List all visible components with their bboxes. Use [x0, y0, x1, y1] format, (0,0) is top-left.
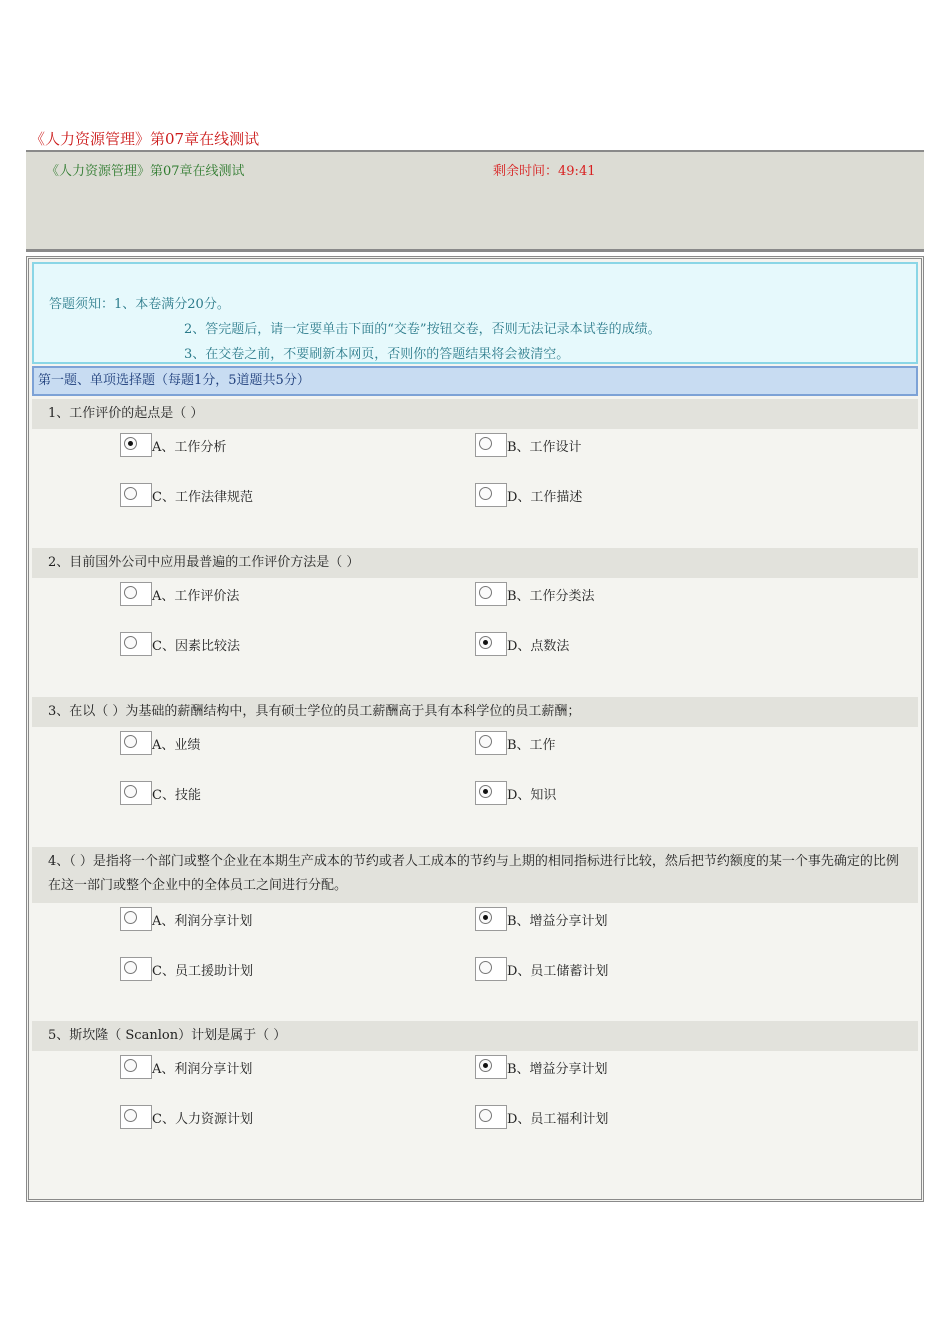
option-label: C、人力资源计划	[152, 1112, 253, 1127]
options-group	[32, 903, 918, 1013]
header-subtitle: 《人力资源管理》第07章在线测试	[46, 164, 245, 179]
radio-circle-icon	[479, 586, 492, 599]
radio-circle-icon	[124, 636, 137, 649]
radio-button[interactable]	[120, 1055, 152, 1079]
option-label: D、工作描述	[507, 490, 583, 505]
radio-button[interactable]	[120, 433, 152, 457]
question-1	[32, 399, 918, 539]
radio-circle-icon	[124, 1109, 137, 1122]
option-label: C、技能	[152, 788, 201, 803]
radio-button[interactable]	[475, 433, 507, 457]
option-c[interactable]	[120, 953, 253, 981]
radio-circle-icon	[479, 487, 492, 500]
question-4	[32, 847, 918, 1013]
option-label: D、点数法	[507, 639, 570, 654]
option-label: D、员工储蓄计划	[507, 964, 609, 979]
question-stem: 3、在以（ ）为基础的薪酬结构中，具有硕士学位的员工薪酬高于具有本科学位的员工薪酬；	[32, 697, 918, 727]
radio-button[interactable]	[120, 483, 152, 507]
radio-circle-icon	[124, 487, 137, 500]
option-a[interactable]	[120, 1051, 252, 1079]
question-stem: 4、（ ）是指将一个部门或整个企业在本期生产成本的节约或者人工成本的节约与上期的相同指标进行比较，然后把节约额度的某一个事先确定的比例在这一部门或整个企业中的全体员工之间进行分配。	[32, 847, 918, 903]
radio-circle-icon	[479, 961, 492, 974]
radio-selected-dot-icon	[483, 640, 488, 645]
radio-button[interactable]	[475, 907, 507, 931]
radio-circle-icon	[124, 586, 137, 599]
option-label: A、业绩	[152, 738, 201, 753]
radio-button[interactable]	[475, 632, 507, 656]
option-d[interactable]	[475, 479, 582, 507]
timer-label: 剩余时间：	[493, 164, 559, 179]
radio-button[interactable]	[120, 957, 152, 981]
option-label: C、工作法律规范	[152, 490, 253, 505]
radio-selected-dot-icon	[483, 915, 488, 920]
options-group	[32, 1051, 918, 1161]
question-5	[32, 1021, 918, 1161]
instructions-panel	[32, 262, 918, 364]
page-title: 《人力资源管理》第07章在线测试	[30, 130, 260, 148]
radio-button[interactable]	[120, 781, 152, 805]
radio-circle-icon	[124, 911, 137, 924]
instruction-line-2: 2、答完题后，请一定要单击下面的“交卷”按钮交卷，否则无法记录本试卷的成绩。	[184, 322, 661, 337]
option-d[interactable]	[475, 628, 569, 656]
radio-circle-icon	[479, 785, 492, 798]
radio-circle-icon	[479, 437, 492, 450]
radio-circle-icon	[124, 735, 137, 748]
timer-value: 49:41	[558, 164, 596, 179]
test-header	[26, 150, 924, 252]
option-b[interactable]	[475, 903, 608, 931]
radio-circle-icon	[124, 1059, 137, 1072]
option-c[interactable]	[120, 777, 201, 805]
radio-circle-icon	[479, 911, 492, 924]
radio-selected-dot-icon	[483, 1063, 488, 1068]
option-c[interactable]	[120, 1101, 253, 1129]
option-d[interactable]	[475, 777, 556, 805]
radio-selected-dot-icon	[483, 789, 488, 794]
radio-circle-icon	[479, 735, 492, 748]
options-group	[32, 429, 918, 539]
instruction-line-3: 3、在交卷之前，不要刷新本网页，否则你的答题结果将会被清空。	[184, 347, 570, 362]
section-title: 第一题、单项选择题（每题1分，5道题共5分）	[32, 366, 918, 396]
option-c[interactable]	[120, 479, 253, 507]
radio-circle-icon	[479, 1059, 492, 1072]
radio-button[interactable]	[475, 781, 507, 805]
option-label: C、员工援助计划	[152, 964, 253, 979]
radio-selected-dot-icon	[128, 441, 133, 446]
option-label: C、因素比较法	[152, 639, 240, 654]
option-a[interactable]	[120, 578, 239, 606]
exam-frame	[26, 256, 924, 1202]
radio-button[interactable]	[120, 582, 152, 606]
option-a[interactable]	[120, 429, 226, 457]
option-label: A、工作分析	[152, 440, 227, 455]
question-stem: 5、斯坎隆（ Scanlon）计划是属于（ ）	[32, 1021, 918, 1051]
option-label: B、工作分类法	[507, 589, 595, 604]
option-a[interactable]	[120, 727, 200, 755]
option-b[interactable]	[475, 727, 556, 755]
radio-button[interactable]	[120, 1105, 152, 1129]
option-b[interactable]	[475, 429, 582, 457]
radio-circle-icon	[479, 1109, 492, 1122]
option-label: D、知识	[507, 788, 557, 803]
option-c[interactable]	[120, 628, 240, 656]
option-d[interactable]	[475, 1101, 608, 1129]
radio-circle-icon	[124, 961, 137, 974]
radio-button[interactable]	[475, 731, 507, 755]
option-b[interactable]	[475, 1051, 608, 1079]
radio-button[interactable]	[475, 483, 507, 507]
option-label: B、增益分享计划	[507, 1062, 608, 1077]
question-2	[32, 548, 918, 688]
options-group	[32, 727, 918, 837]
options-group	[32, 578, 918, 688]
option-label: B、工作	[507, 738, 556, 753]
option-label: B、增益分享计划	[507, 914, 608, 929]
question-stem: 2、目前国外公司中应用最普遍的工作评价方法是（ ）	[32, 548, 918, 578]
countdown-timer	[493, 160, 595, 179]
radio-button[interactable]	[120, 731, 152, 755]
question-3	[32, 697, 918, 837]
option-label: D、员工福利计划	[507, 1112, 609, 1127]
radio-button[interactable]	[475, 957, 507, 981]
radio-button[interactable]	[475, 1105, 507, 1129]
radio-circle-icon	[124, 437, 137, 450]
radio-circle-icon	[479, 636, 492, 649]
radio-circle-icon	[124, 785, 137, 798]
option-label: A、利润分享计划	[152, 1062, 253, 1077]
radio-button[interactable]	[475, 582, 507, 606]
option-d[interactable]	[475, 953, 608, 981]
question-stem: 1、工作评价的起点是（ ）	[32, 399, 918, 429]
option-label: A、工作评价法	[152, 589, 240, 604]
instruction-line-1: 答题须知：1、本卷满分20分。	[49, 297, 230, 312]
radio-button[interactable]	[120, 632, 152, 656]
option-label: B、工作设计	[507, 440, 582, 455]
radio-button[interactable]	[120, 907, 152, 931]
radio-button[interactable]	[475, 1055, 507, 1079]
option-a[interactable]	[120, 903, 252, 931]
option-b[interactable]	[475, 578, 595, 606]
option-label: A、利润分享计划	[152, 914, 253, 929]
